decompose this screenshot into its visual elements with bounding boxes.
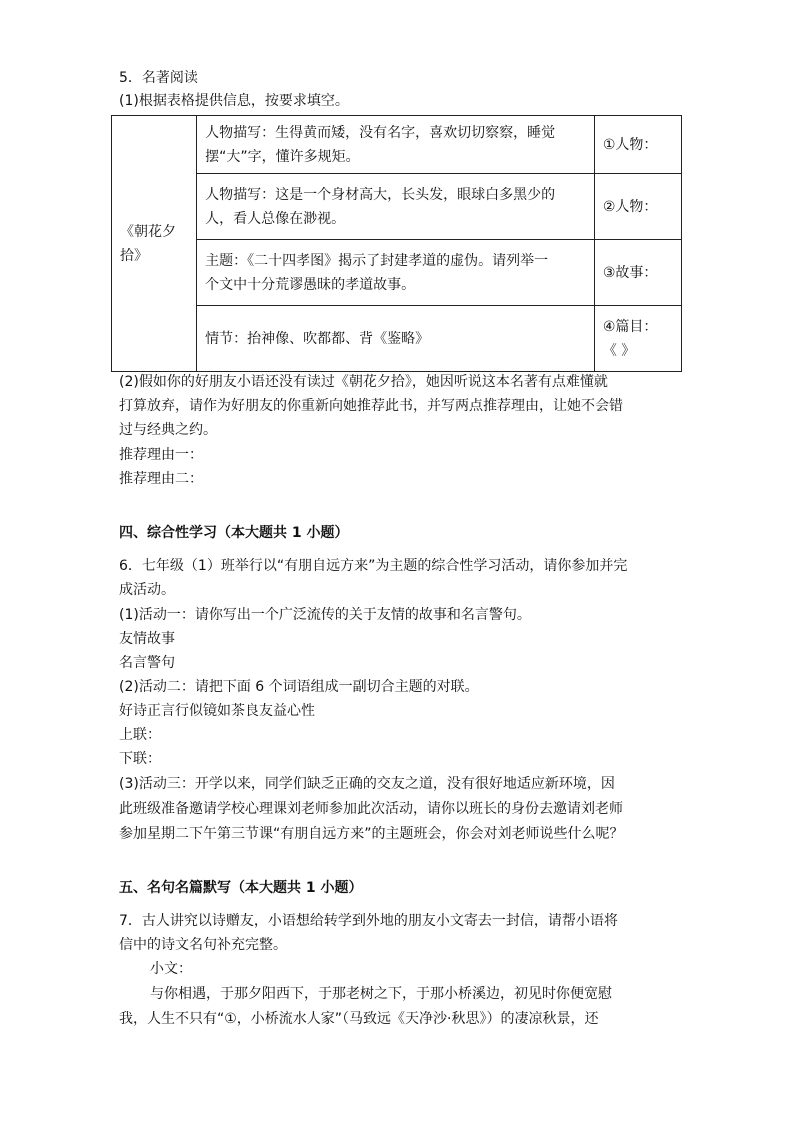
description-cell [197, 116, 595, 174]
letter-body-line: 我，人生不只有“①，小桥流水人家”（马致远《天净沙·秋思》）的凄凉秋景，还 [119, 1011, 599, 1027]
answer-label: ②人物： [602, 198, 658, 215]
q6-line: 名言警句 [119, 655, 175, 671]
book-title-cell: 《朝花夕拾》 [112, 116, 197, 372]
table-row [112, 116, 682, 174]
q6-line: 此班级准备邀请学校心理课刘老师参加此次活动，请你以班长的身份去邀请刘老师 [119, 801, 623, 817]
answer-cell[interactable] [594, 174, 681, 240]
reason-one-label: 推荐理由一： [119, 447, 203, 463]
letter-body-line: 与你相遇，于那夕阳西下，于那老树之下，于那小桥溪边，初见时你便宽慰 [150, 986, 612, 1002]
q6-line: 参加星期二下午第三节课“有朋自远方来”的主题班会，你会对刘老师说些什么呢？ [119, 826, 624, 842]
q7-line: 信中的诗文名句补充完整。 [119, 937, 287, 953]
answer-cell[interactable] [594, 116, 681, 174]
section-five-heading: 五、名句名篇默写（本大题共 1 小题） [119, 880, 363, 896]
table-row [112, 306, 682, 372]
description-line: 摆“大”字，懂许多规矩。 [205, 148, 360, 165]
answer-cell[interactable] [594, 240, 681, 306]
description-cell [197, 174, 595, 240]
reading-table [111, 115, 682, 372]
q6-line: (3)活动三：开学以来，同学们缺乏正确的交友之道，没有很好地适应新环境，因 [119, 776, 615, 792]
answer-label: ③故事： [602, 264, 658, 281]
description-line: 人，看人总像在渺视。 [205, 210, 346, 227]
q6-line: 上联： [119, 727, 161, 743]
q5-heading: 5．名著阅读 [119, 70, 198, 86]
q6-line: 友情故事 [119, 631, 175, 647]
reason-two-label: 推荐理由二： [119, 471, 203, 487]
table-row [112, 240, 682, 306]
q6-line: 6．七年级（1）班举行以“有朋自远方来”为主题的综合性学习活动，请你参加并完 [119, 558, 628, 574]
table-row [112, 174, 682, 240]
description-line: 人物描写：生得黄而矮，没有名字，喜欢切切察察，睡觉 [205, 124, 556, 141]
q5-part2-line: (2)假如你的好朋友小语还没有读过《朝花夕拾》，她因听说这本名著有点难懂就 [119, 374, 608, 390]
answer-cell[interactable] [594, 306, 681, 372]
description-cell [197, 240, 595, 306]
q6-line: 成活动。 [119, 582, 175, 598]
answer-label: ①人物： [602, 136, 658, 153]
section-four-heading: 四、综合性学习（本大题共 1 小题） [119, 525, 349, 541]
q6-line: 好诗正言行似镜如茶良友益心性 [119, 703, 315, 719]
description-line: 个文中十分荒谬愚昧的孝道故事。 [205, 276, 416, 293]
q6-line: (1)活动一：请你写出一个广泛流传的关于友情的故事和名言警句。 [119, 607, 531, 623]
q6-line: 下联： [119, 751, 161, 767]
q7-line: 7．古人讲究以诗赠友，小语想给转学到外地的朋友小文寄去一封信，请帮小语将 [119, 913, 618, 929]
description-line: 主题：《二十四孝图》揭示了封建孝道的虚伪。请列举一 [205, 252, 549, 269]
q5-part2-line: 打算放弃，请作为好朋友的你重新向她推荐此书，并写两点推荐理由，让她不会错 [119, 398, 623, 414]
description-line: 人物描写：这是一个身材高大，长头发，眼球白多黑少的 [205, 186, 556, 203]
letter-salutation: 小文： [150, 961, 192, 977]
answer-label: 《 》 [602, 342, 636, 359]
description-cell [197, 306, 595, 372]
q5-part1-instruction: (1)根据表格提供信息，按要求填空。 [119, 93, 349, 109]
answer-label: ④篇目： [602, 318, 658, 335]
q6-line: (2)活动二：请把下面 6 个词语组成一副切合主题的对联。 [119, 679, 479, 695]
q5-part2-line: 过与经典之约。 [119, 422, 217, 438]
description-line: 情节：抬神像、吹都都、背《鉴略》 [205, 330, 430, 347]
